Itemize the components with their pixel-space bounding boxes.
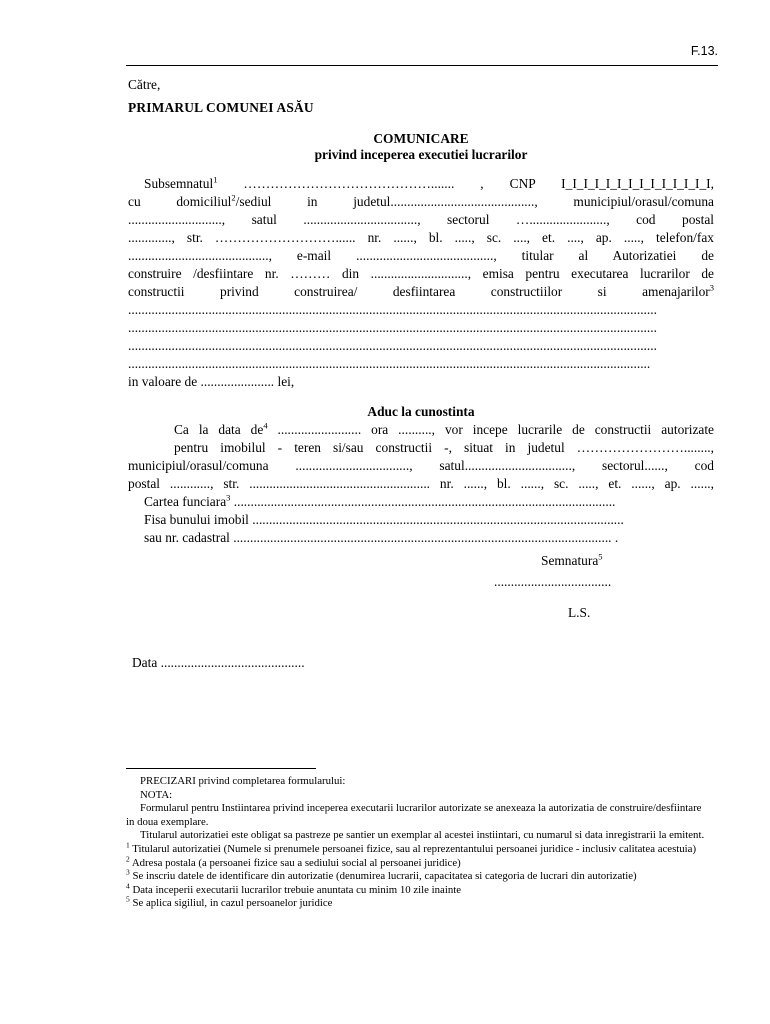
body-line: ............., str. ………………………...... nr. ......, bl. ....., sc. ...., et. ...., ap. ....., telefon/fax — [128, 230, 714, 245]
footnote-item: $^4$ Data inceperii executarii lucrarilor trebuie anuntata cu minim 10 zile inainte — [126, 881, 462, 896]
dotted-line: .............................................................................................................................................................. — [128, 320, 657, 335]
footnote-item: $^1$ Titularul autorizatiei (Numele si prenumele persoanei fizice, sau al reprezentantului persoanei juridice - inclusiv calitatea acestuia) — [126, 840, 697, 855]
dotted-line: .............................................................................................................................................................. — [128, 302, 657, 317]
body-line: constructii privind construirea/ desfiintarea constructiilor si amenajarilor$^3$ — [128, 283, 714, 299]
footnote-paragraph: Formularul pentru Instiintarea privind inceperea executarii lucrarilor autorizate se anexeaza la autorizatia de construire/desfiintare in doua exemplare. — [126, 802, 702, 828]
title-main: COMUNICARE — [373, 131, 469, 146]
footnote-item: $^2$ Adresa postala (a persoanei fizice sau a sediului social al persoanei juridice) — [126, 853, 461, 869]
footnote-item: $^5$ Se aplica sigiliul, in cazul persoanelor juridice — [126, 894, 333, 910]
body-line: .........................................., e-mail ........................................., titular al Autorizatiei de — [128, 248, 714, 263]
notice-paragraph — [128, 421, 714, 547]
seal-label: L.S. — [568, 605, 591, 620]
footnote-paragraph: Titularul autorizatiei este obligat sa pastreze pe santier un exemplar al acestei instiintari, cu numarul si data inregistrarii la emitent. — [140, 829, 705, 842]
signature-label: Semnatura$^5$ — [541, 551, 603, 568]
title-subtitle: privind inceperea executiei lucrarilor — [314, 147, 528, 162]
notice-line: municipiul/orasul/comuna .................................., satul................................, sectorul......, cod — [128, 458, 714, 473]
declaration-paragraph — [128, 175, 714, 391]
footnotes — [126, 775, 712, 911]
notice-line: Ca la data $de^4$ ......................... ora .........., vor incepe lucrarile de constructii autorizate — [174, 421, 714, 437]
signature-field[interactable]: ................................... — [494, 574, 612, 589]
body-line: Subsemnatul$^1$ ……………………………………....... , CNP I_I_I_I_I_I_I_I_I_I_I_I_I_I, — [144, 175, 714, 191]
document-title — [128, 131, 714, 163]
body-line: ............................, satul .................................., sectorul …......................., cod postal — [128, 212, 714, 227]
value-line: in valoare de ...................... lei, — [128, 374, 295, 389]
body-line: cu domiciliul$^2$/sediul in judetul..........................................., municipiul/orasul/comuna — [128, 193, 714, 209]
form-code: F.13. — [690, 44, 718, 58]
footnotes-heading: PRECIZARI privind completarea formularului: — [140, 775, 346, 787]
dotted-line: .............................................................................................................................................................. — [128, 338, 657, 353]
body-line: construire /desfiintare nr. ……… din ............................., emisa pentru executarea lucrarilor de — [128, 266, 714, 281]
footnotes-nota: NOTA: — [140, 788, 173, 801]
notice-line: Fisa bunului imobil ............................................................................................................... — [144, 512, 624, 527]
section-title: Aduc la cunostinta — [367, 404, 475, 419]
notice-line: Cartea funciara$^3$ .................................................................................................................. — [144, 493, 616, 509]
header-rule — [126, 65, 718, 66]
footnote-item: $^3$ Se inscriu datele de identificare din autorizatie (denumirea lucrarii, capacitatea si categoria de lucrari din autorizatie) — [126, 867, 637, 883]
dotted-line: ............................................................................................................................................................ — [128, 356, 651, 371]
footnote-rule — [126, 768, 316, 769]
notice-line: pentru imobilul - teren si/sau constructii -, situat in judetul ……………………........, — [174, 440, 714, 455]
recipient-mayor: PRIMARUL COMUNEI ASĂU — [128, 100, 314, 115]
date-field[interactable]: Data ........................................... — [132, 655, 305, 670]
notice-line: sau nr. cadastral ................................................................................................................. . — [144, 530, 619, 545]
document-body — [128, 76, 714, 670]
notice-line: postal ............, str. ...................................................... nr. ......, bl. ......, sc. ....., et. ......, ap. ......, — [128, 476, 714, 491]
recipient-greeting: Către, — [128, 77, 161, 92]
